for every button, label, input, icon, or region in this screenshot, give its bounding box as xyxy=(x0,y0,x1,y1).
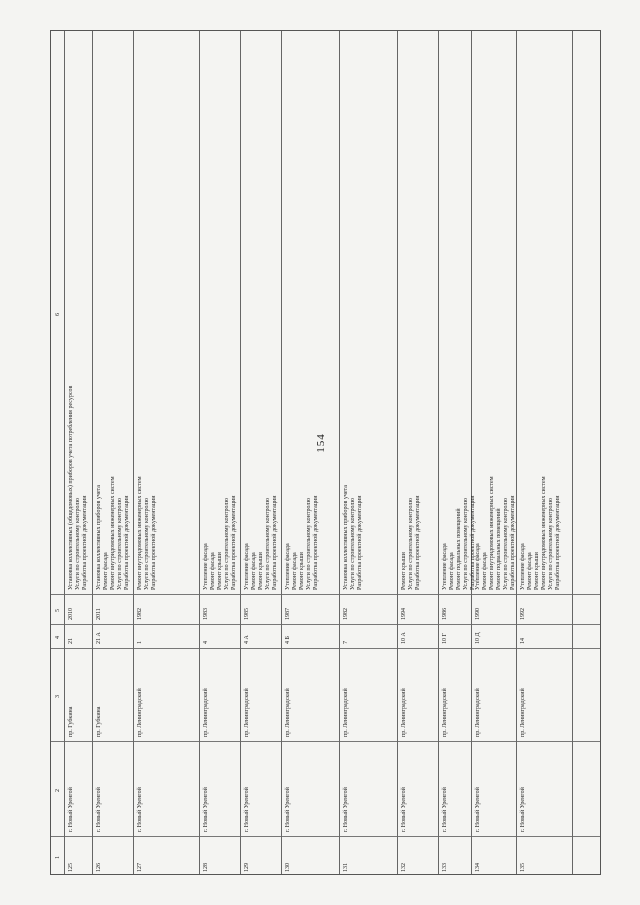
cell-work-line: Услуги по строительному контролю xyxy=(75,498,81,590)
column-header: 3 xyxy=(55,694,61,698)
cell-city: г. Новый Уренгой xyxy=(96,787,102,832)
column-header: 2 xyxy=(55,788,61,792)
cell-year: 1983 xyxy=(203,608,209,620)
cell-work-line: Разработка проектной документации xyxy=(415,495,421,590)
cell-street: пр. Ленинградский xyxy=(203,688,209,737)
cell-house: 4 А xyxy=(244,635,250,644)
header-row xyxy=(51,31,65,874)
cell-work-line: Разработка проектной документации xyxy=(124,495,130,590)
cell-work-line: Ремонт внутридомовых инженерных систем xyxy=(489,476,495,590)
cell-work-line: Услуги по строительному контролю xyxy=(306,498,312,590)
cell-house: 10 Д xyxy=(475,632,481,644)
cell-city: г. Новый Уренгой xyxy=(401,787,407,832)
table-row xyxy=(398,31,439,874)
cell-work-line: Разработка проектной документации xyxy=(555,495,561,590)
cell-house: 1 xyxy=(137,641,143,644)
cell-city: г. Новый Уренгой xyxy=(285,787,291,832)
cell-n: 131 xyxy=(343,863,349,872)
cell-n: 125 xyxy=(68,863,74,872)
page-number: 154 xyxy=(314,433,327,453)
cell-work-line: Услуги по строительному контролю xyxy=(224,498,230,590)
table-row xyxy=(282,31,340,874)
cell-year: 1992 xyxy=(520,608,526,620)
cell-work-line: Установка коллективных приборов учета xyxy=(96,485,102,590)
table-row xyxy=(472,31,517,874)
cell-year: 1990 xyxy=(475,608,481,620)
cell-work-line: Услуги по строительному контролю xyxy=(117,498,123,590)
cell-street: пр. Губкина xyxy=(96,706,102,737)
cell-work-line: Услуги по строительному контролю xyxy=(144,498,150,590)
column-header: 1 xyxy=(55,856,61,859)
cell-work-line: Разработка проектной документации xyxy=(510,495,516,590)
cell-n: 128 xyxy=(203,863,209,872)
cell-city: г. Новый Уренгой xyxy=(68,787,74,832)
cell-year: 2010 xyxy=(68,608,74,620)
column-header: 4 xyxy=(55,636,61,639)
cell-street: пр. Ленинградский xyxy=(401,688,407,737)
cell-work-line: Ремонт подвальных помещений xyxy=(496,508,502,590)
cell-city: г. Новый Уренгой xyxy=(137,787,143,832)
table-row xyxy=(517,31,573,874)
cell-street: пр. Ленинградский xyxy=(137,688,143,737)
table-row xyxy=(439,31,472,874)
cell-work-line: Ремонт фасада xyxy=(449,552,455,590)
cell-work-line: Разработка проектной документации xyxy=(357,495,363,590)
column-header: 6 xyxy=(55,312,61,316)
table-row xyxy=(134,31,200,874)
table-row xyxy=(93,31,134,874)
cell-street: пр. Ленинградский xyxy=(520,688,526,737)
cell-year: 1994 xyxy=(401,608,407,620)
cell-work-line: Разработка проектной документации xyxy=(470,495,476,590)
rotated-table xyxy=(50,30,601,875)
cell-work-line: Ремонт фасада xyxy=(251,552,257,590)
cell-year: 1986 xyxy=(442,608,448,620)
cell-work-line: Ремонт фасада xyxy=(482,552,488,590)
cell-house: 4 Б xyxy=(285,636,291,644)
cell-n: 126 xyxy=(96,863,102,872)
cell-house: 21 xyxy=(68,638,74,644)
cell-house: 7 xyxy=(343,641,349,644)
cell-street: пр. Ленинградский xyxy=(285,688,291,737)
cell-work-line: Разработка проектной документации xyxy=(313,495,319,590)
cell-work-line: Установка коллективных (общедомовых) приборов учета потребления ресурсов xyxy=(68,385,74,590)
table-row xyxy=(340,31,398,874)
cell-street: пр. Ленинградский xyxy=(442,688,448,737)
cell-year: 1985 xyxy=(244,608,250,620)
cell-work-line: Разработка проектной документации xyxy=(231,495,237,590)
cell-work-line: Разработка проектной документации xyxy=(82,495,88,590)
cell-year: 2011 xyxy=(96,608,102,620)
cell-street: пр. Ленинградский xyxy=(475,688,481,737)
cell-work-line: Утепление фасада xyxy=(203,543,209,590)
cell-work-line: Услуги по строительному контролю xyxy=(350,498,356,590)
cell-year: 1982 xyxy=(343,608,349,620)
cell-work-line: Услуги по строительному контролю xyxy=(548,498,554,590)
cell-year: 1982 xyxy=(137,608,143,620)
cell-work-line: Услуги по строительному контролю xyxy=(408,498,414,590)
cell-city: г. Новый Уренгой xyxy=(343,787,349,832)
table-row xyxy=(241,31,282,874)
cell-work-line: Ремонт крыши xyxy=(217,552,223,590)
column-header: 5 xyxy=(55,609,61,612)
cell-work-line: Ремонт подвальных помещений xyxy=(456,508,462,590)
cell-street: пр. Ленинградский xyxy=(343,688,349,737)
cell-house: 21 А xyxy=(96,632,102,644)
cell-work-line: Ремонт фасада xyxy=(103,552,109,590)
cell-n: 130 xyxy=(285,863,291,872)
cell-work-line: Утепление фасада xyxy=(285,543,291,590)
cell-work-line: Ремонт фасада xyxy=(527,552,533,590)
cell-n: 129 xyxy=(244,863,250,872)
cell-work-line: Утепление фасада xyxy=(475,543,481,590)
cell-work-line: Установка коллективных приборов учета xyxy=(343,485,349,590)
cell-work-line: Утепление фасада xyxy=(442,543,448,590)
cell-work-line: Ремонт крыши xyxy=(534,552,540,590)
cell-house: 14 xyxy=(520,638,526,644)
cell-house: 4 xyxy=(203,641,209,644)
cell-work-line: Ремонт внутридомовых инженерных систем xyxy=(541,476,547,590)
cell-work-line: Разработка проектной документации xyxy=(151,495,157,590)
cell-street: пр. Ленинградский xyxy=(244,688,250,737)
cell-city: г. Новый Уренгой xyxy=(520,787,526,832)
cell-city: г. Новый Уренгой xyxy=(244,787,250,832)
cell-city: г. Новый Уренгой xyxy=(475,787,481,832)
cell-work-line: Услуги по строительному контролю xyxy=(463,498,469,590)
cell-work-line: Утепление фасада xyxy=(244,543,250,590)
cell-n: 133 xyxy=(442,863,448,872)
cell-n: 127 xyxy=(137,863,143,872)
cell-work-line: Ремонт фасада xyxy=(210,552,216,590)
cell-work-line: Услуги по строительному контролю xyxy=(503,498,509,590)
cell-house: 10 А xyxy=(401,632,407,644)
cell-n: 132 xyxy=(401,863,407,872)
cell-work-line: Ремонт крыши xyxy=(299,552,305,590)
cell-work-line: Ремонт фасада xyxy=(292,552,298,590)
cell-work-line: Разработка проектной документации xyxy=(272,495,278,590)
table-row xyxy=(200,31,241,874)
cell-city: г. Новый Уренгой xyxy=(442,787,448,832)
cell-work-line: Ремонт крыши xyxy=(258,552,264,590)
cell-n: 135 xyxy=(520,863,526,872)
cell-work-line: Ремонт внутридомовых инженерных систем xyxy=(110,476,116,590)
cell-city: г. Новый Уренгой xyxy=(203,787,209,832)
cell-work-line: Утепление фасада xyxy=(520,543,526,590)
cell-work-line: Ремонт внутридомовых инженерных систем xyxy=(137,476,143,590)
cell-work-line: Ремонт крыши xyxy=(401,552,407,590)
cell-work-line: Услуги по строительному контролю xyxy=(265,498,271,590)
cell-house: 10 Г xyxy=(442,633,448,644)
cell-year: 1987 xyxy=(285,608,291,620)
cell-n: 134 xyxy=(475,863,481,872)
cell-street: пр. Губкина xyxy=(68,706,74,737)
